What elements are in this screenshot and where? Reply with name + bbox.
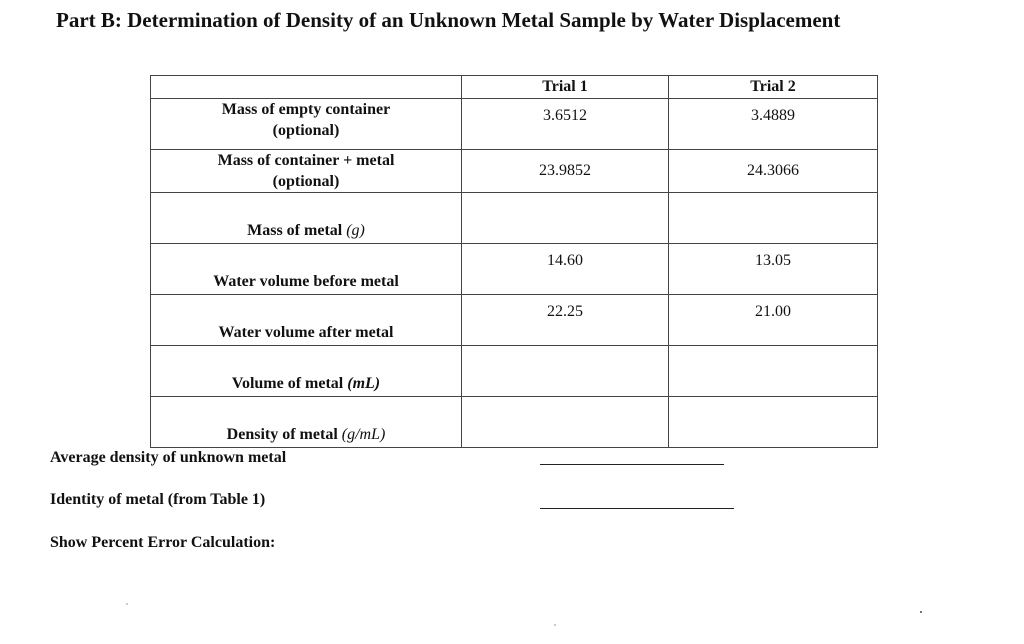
label-text: Density of metal xyxy=(226,426,338,443)
table-row-mass-container-metal xyxy=(151,150,878,193)
row-label xyxy=(151,346,462,397)
table-row-volume-of-metal xyxy=(151,346,878,397)
cell-trial-1[interactable]: 23.9852 xyxy=(462,150,669,193)
speck-mark xyxy=(126,603,128,605)
label-text: Mass of metal xyxy=(247,222,343,239)
table-row-mass-of-metal xyxy=(151,193,878,244)
row-label xyxy=(151,397,462,448)
cell-trial-2[interactable]: 24.3066 xyxy=(669,150,878,193)
cell-trial-2[interactable]: 13.05 xyxy=(669,244,878,295)
row-label: Water volume after metal xyxy=(151,295,462,346)
table-row-water-after xyxy=(151,295,878,346)
row-label xyxy=(151,99,462,150)
label-line-optional: (optional) xyxy=(272,122,340,139)
label-line-optional: (optional) xyxy=(272,173,340,190)
page-title: Part B: Determination of Density of an Unknown Metal Sample by Water Displacement xyxy=(56,8,841,32)
row-label: Water volume before metal xyxy=(151,244,462,295)
cell-trial-1[interactable] xyxy=(462,397,669,448)
header-trial-2: Trial 2 xyxy=(669,76,878,99)
speck-mark xyxy=(920,611,922,613)
cell-trial-2[interactable] xyxy=(669,193,878,244)
cell-trial-2[interactable]: 3.4889 xyxy=(669,99,878,150)
cell-trial-1[interactable] xyxy=(462,346,669,397)
cell-trial-2[interactable] xyxy=(669,397,878,448)
label-line: Mass of empty container xyxy=(221,101,391,118)
percent-error-label: Show Percent Error Calculation: xyxy=(50,534,276,551)
cell-trial-1[interactable] xyxy=(462,193,669,244)
speck-mark xyxy=(554,624,556,626)
table-row-density-of-metal xyxy=(151,397,878,448)
table-row-mass-empty-container xyxy=(151,99,878,150)
cell-trial-1[interactable]: 3.6512 xyxy=(462,99,669,150)
header-empty-cell xyxy=(151,76,462,99)
label-text: Volume of metal xyxy=(231,375,344,392)
header-trial-1: Trial 1 xyxy=(462,76,669,99)
cell-trial-1[interactable]: 14.60 xyxy=(462,244,669,295)
density-data-table xyxy=(150,75,878,448)
unit-text: (mL) xyxy=(347,375,381,392)
average-density-answer-line[interactable] xyxy=(540,464,724,465)
cell-trial-1[interactable]: 22.25 xyxy=(462,295,669,346)
row-label xyxy=(151,193,462,244)
label-line: Mass of container + metal xyxy=(217,152,395,169)
average-density-label: Average density of unknown metal xyxy=(50,449,287,466)
unit-text: (g) xyxy=(346,222,365,239)
table-header-row xyxy=(151,76,878,99)
cell-trial-2[interactable]: 21.00 xyxy=(669,295,878,346)
cell-trial-2[interactable] xyxy=(669,346,878,397)
table-row-water-before xyxy=(151,244,878,295)
unit-text: (g/mL) xyxy=(341,426,386,443)
identity-label: Identity of metal (from Table 1) xyxy=(50,491,266,508)
identity-answer-line[interactable] xyxy=(540,508,734,509)
row-label xyxy=(151,150,462,193)
